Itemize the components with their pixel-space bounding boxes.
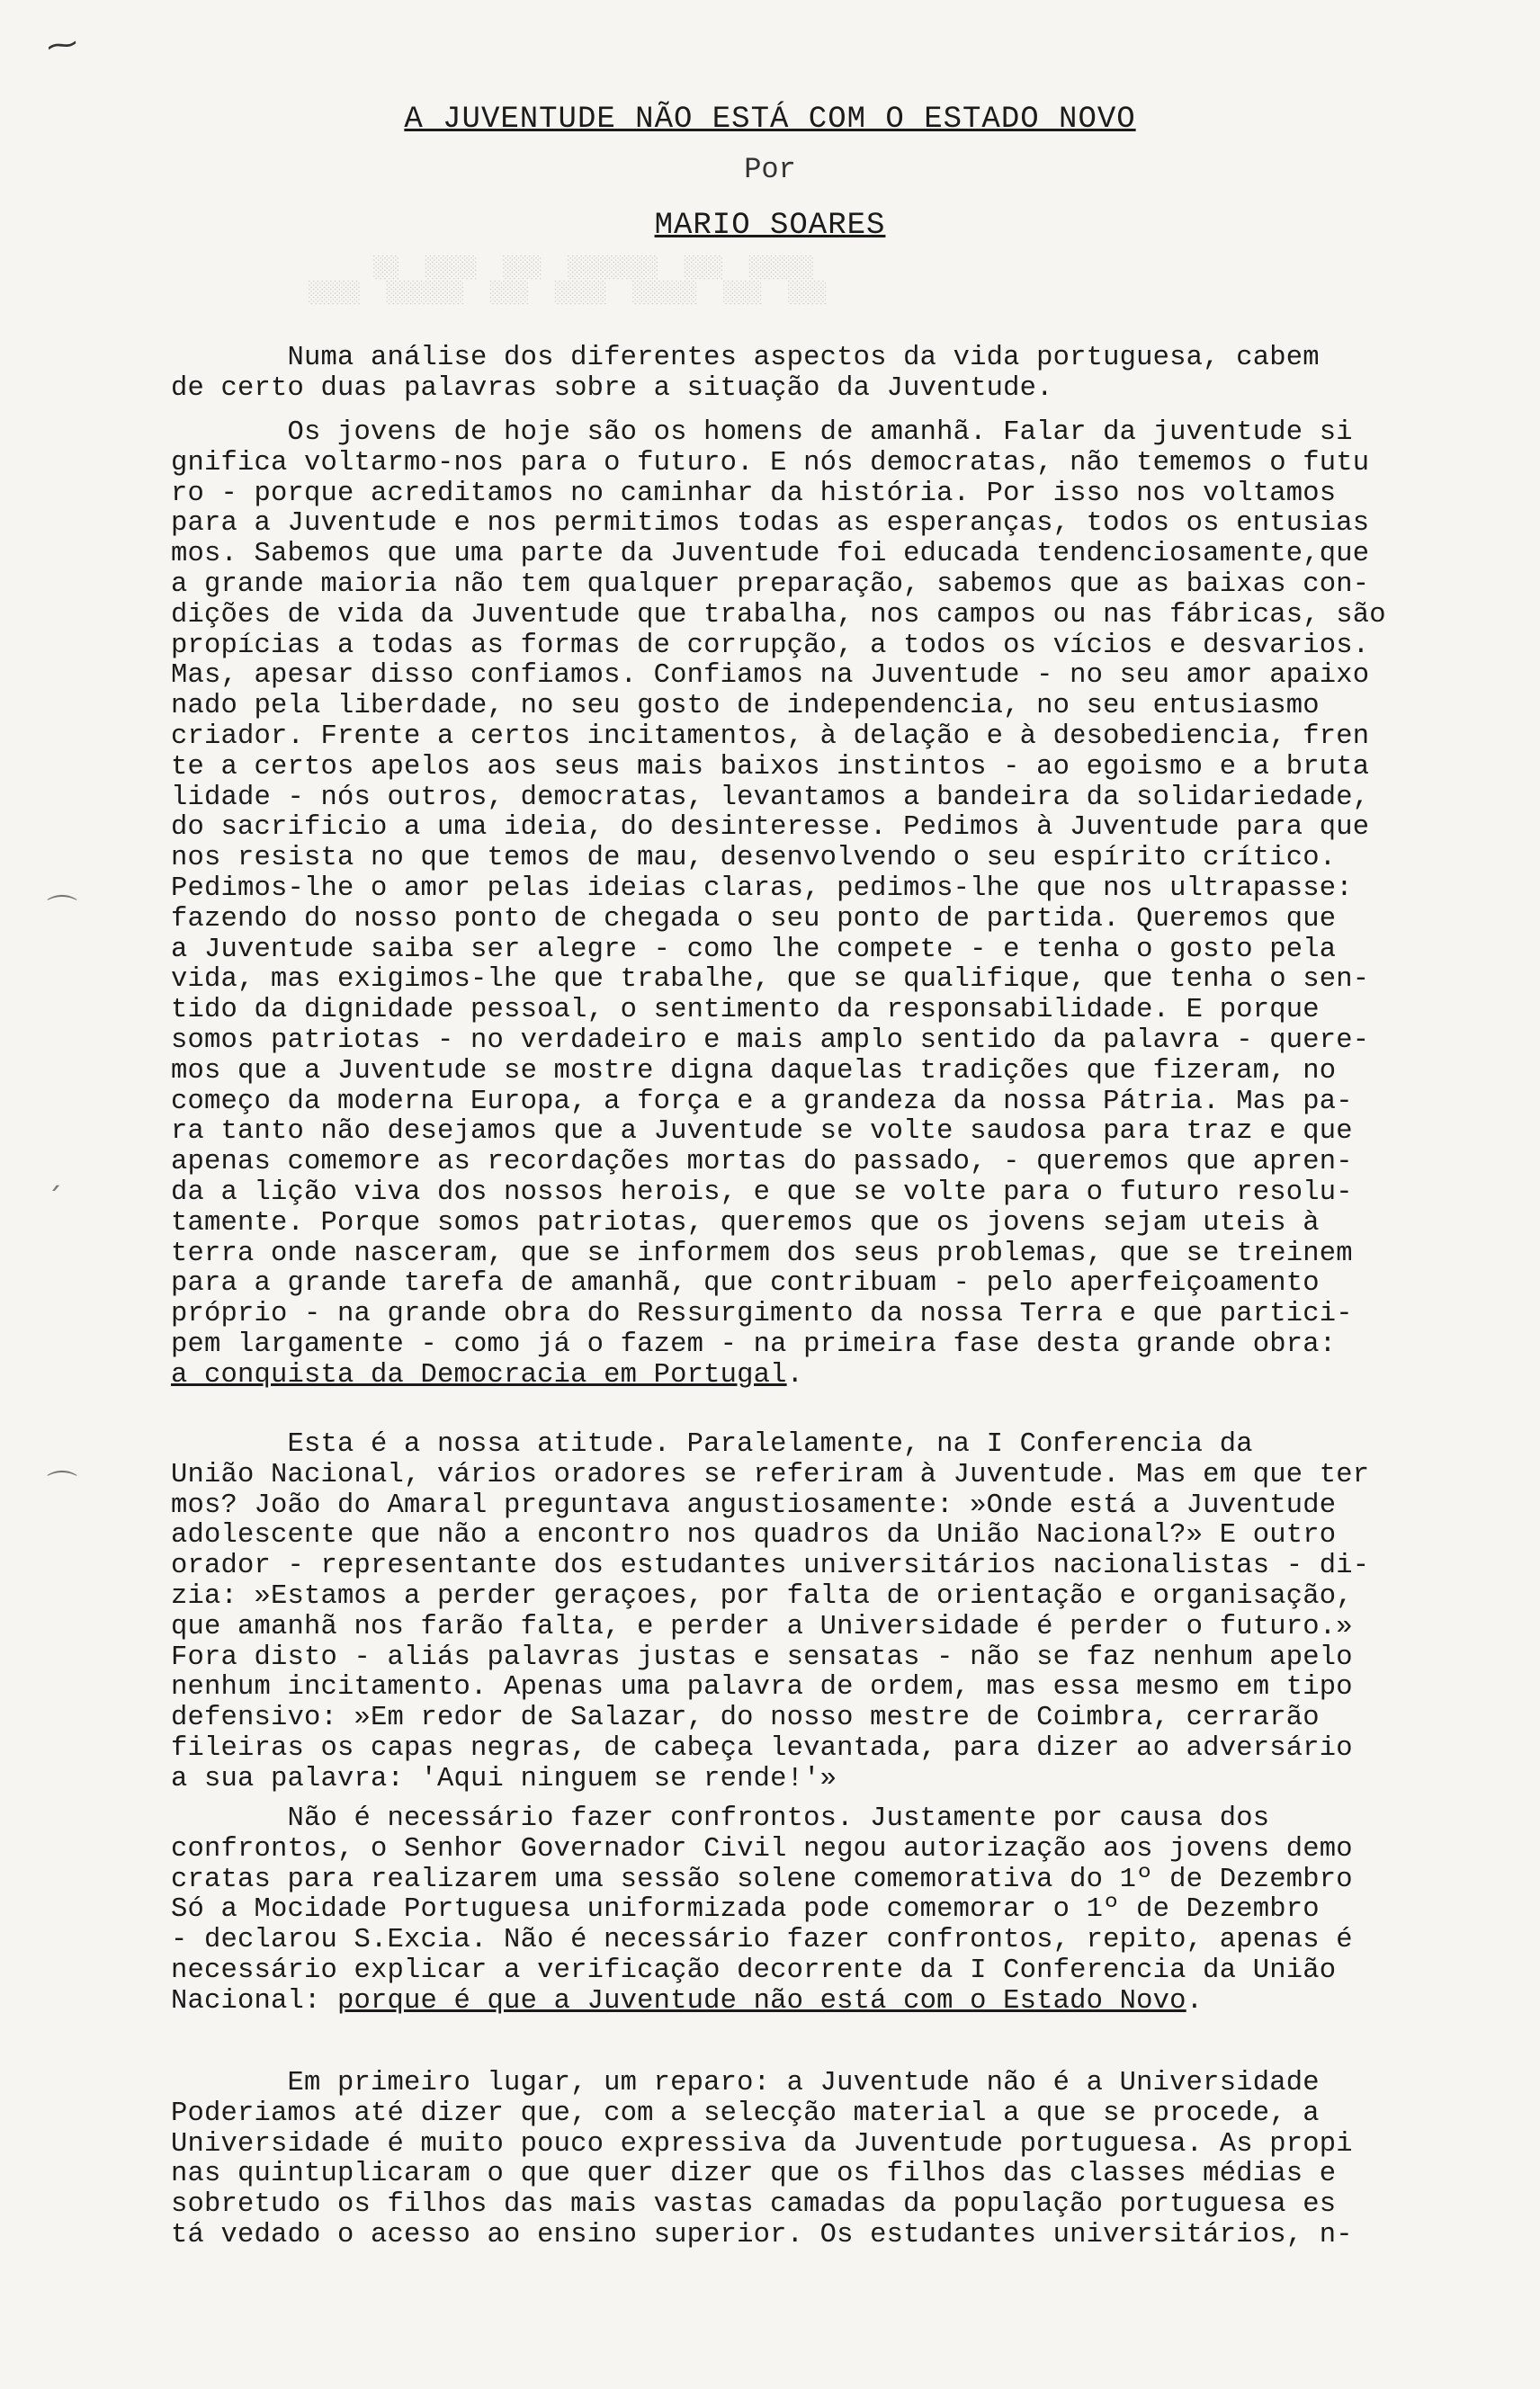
text-line: Em primeiro lugar, um reparo: a Juventude não é a Universidade: [171, 2068, 1320, 2098]
margin-mark-icon: ⌒: [47, 893, 77, 929]
paragraph: [171, 2069, 1437, 2251]
text-line-end: .: [786, 1359, 804, 1391]
text-line: propícias a todas as formas de corrupção, a todos os vícios e desvarios.: [171, 630, 1370, 661]
text-line: para a Juventude e nos permitimos todas as esperanças, todos os entusias: [171, 508, 1370, 540]
text-line: nado pela liberdade, no seu gosto de independencia, no seu entusiasmo: [171, 691, 1320, 722]
text-line: gnifica voltarmo-nos para o futuro. E nós democratas, não tememos o futu: [171, 447, 1370, 479]
text-line: Universidade é muito pouco expressiva da Juventude portuguesa. As propi: [171, 2128, 1353, 2160]
pen-mark-icon: ⁓: [44, 24, 80, 66]
text-line: começo da moderna Europa, a força e a grandeza da nossa Pátria. Mas pa-: [171, 1086, 1353, 1117]
text-line: ro - porque acreditamos no caminhar da história. Por isso nos voltamos: [171, 478, 1337, 509]
author-name: MARIO SOARES: [654, 209, 886, 243]
text-line: a grande maioria não tem qualquer preparação, sabemos que as baixas con-: [171, 568, 1370, 600]
text-line-end: .: [1186, 1985, 1204, 2017]
text-line: adolescente que não a encontro nos quadros da União Nacional?» E outro: [171, 1520, 1337, 1552]
text-line: dições de vida da Juventude que trabalha, nos campos ou nas fábricas, são: [171, 599, 1386, 631]
text-line: terra onde nasceram, que se informem dos seus problemas, que se treinem: [171, 1238, 1353, 1269]
text-line: Só a Mocidade Portuguesa uniformizada pode comemorar o 1º de Dezembro: [171, 1894, 1320, 1926]
heading-block: [0, 97, 1540, 248]
text-line: de certo duas palavras sobre a situação da Juventude.: [171, 372, 1053, 404]
text-line: lidade - nós outros, democratas, levantamos a bandeira da solidariedade,: [171, 782, 1370, 813]
text-line: defensivo: »Em redor de Salazar, do nosso mestre de Coimbra, cerrarão: [171, 1703, 1320, 1734]
text-line: tá vedado o acesso ao ensino superior. Os estudantes universitários, n-: [171, 2219, 1353, 2250]
text-line: para a grande tarefa de amanhã, que contribuam - pelo aperfeiçoamento: [171, 1268, 1320, 1300]
text-line: necessário explicar a verificação decorrente da I Conferencia da União: [171, 1955, 1337, 1986]
text-line: Os jovens de hoje são os homens de amanhã. Falar da juventude si: [171, 417, 1353, 448]
text-line: fileiras os capas negras, de cabeça levantada, para dizer ao adversário: [171, 1732, 1353, 1764]
text-line: confrontos, o Senhor Governador Civil negou autorização aos jovens demo: [171, 1833, 1353, 1865]
text-line: sobretudo os filhos das mais vastas camadas da população portuguesa es: [171, 2189, 1337, 2221]
underlined-phrase: porque é que a Juventude não está com o Estado Novo: [337, 1985, 1186, 2017]
text-line: que amanhã nos farão falta, e perder a Universidade é perder o futuro.»: [171, 1611, 1353, 1642]
paragraph: [171, 1430, 1437, 1795]
underlined-phrase: a conquista da Democracia em Portugal: [171, 1359, 787, 1391]
text-line: mos? João do Amaral preguntava angustiosamente: »Onde está a Juventude: [171, 1490, 1337, 1521]
text-line: Fora disto - aliás palavras justas e sensatas - não se faz nenhum apelo: [171, 1642, 1353, 1673]
text-line: fazendo do nosso ponto de chegada o seu ponto de partida. Queremos que: [171, 903, 1337, 935]
margin-mark-icon: ˏ: [47, 1156, 62, 1192]
paragraph: [171, 418, 1437, 1391]
text-line: União Nacional, vários oradores se referiram à Juventude. Mas em que ter: [171, 1459, 1370, 1490]
text-line: mos. Sabemos que uma parte da Juventude foi educada tendenciosamente,que: [171, 539, 1370, 570]
text-line-start: Nacional:: [171, 1985, 338, 2017]
text-line: Esta é a nossa atitude. Paralelamente, na I Conferencia da: [171, 1429, 1253, 1460]
text-line: Poderiamos até dizer que, com a selecção material a que se procede, a: [171, 2098, 1320, 2129]
document-title: A JUVENTUDE NÃO ESTÁ COM O ESTADO NOVO: [404, 103, 1136, 137]
text-line: da a lição viva dos nossos herois, e que se volte para o futuro resolu-: [171, 1177, 1353, 1208]
text-line: vida, mas exigimos-lhe que trabalhe, que se qualifique, que tenha o sen-: [171, 964, 1370, 996]
text-line: ra tanto não desejamos que a Juventude se volte saudosa para traz e que: [171, 1116, 1353, 1148]
text-line: pem largamente - como já o fazem - na primeira fase desta grande obra:: [171, 1329, 1337, 1360]
margin-mark-icon: ⌒: [47, 1469, 77, 1505]
text-line: a Juventude saiba ser alegre - como lhe compete - e tenha o gosto pela: [171, 934, 1337, 965]
text-line: te a certos apelos aos seus mais baixos instintos - ao egoismo e a bruta: [171, 751, 1370, 783]
text-line: mos que a Juventude se mostre digna daquelas tradições que fizeram, no: [171, 1055, 1337, 1087]
text-line: tamente. Porque somos patriotas, queremos que os jovens sejam uteis à: [171, 1207, 1320, 1239]
text-line: criador. Frente a certos incitamentos, à delação e à desobediencia, fren: [171, 720, 1370, 752]
paragraph: [171, 1804, 1437, 2018]
text-line: zia: »Estamos a perder geraçoes, por falta de orientação e organisação,: [171, 1580, 1353, 1612]
text-line: apenas comemore as recordações mortas do passado, - queremos que apren-: [171, 1147, 1353, 1178]
text-line: orador - representante dos estudantes universitários nacionalistas - di-: [171, 1551, 1370, 1582]
text-line: tido da dignidade pessoal, o sentimento da responsabilidade. E porque: [171, 995, 1320, 1026]
text-line: Não é necessário fazer confrontos. Justamente por causa dos: [171, 1803, 1270, 1834]
text-line: nas quintuplicaram o que quer dizer que os filhos das classes médias e: [171, 2159, 1337, 2190]
text-line: próprio - na grande obra do Ressurgimento da nossa Terra e que partici-: [171, 1299, 1353, 1330]
text-line: somos patriotas - no verdadeiro e mais amplo sentido da palavra - quere-: [171, 1024, 1370, 1056]
paragraph: [171, 344, 1437, 405]
text-line: Numa análise dos diferentes aspectos da vida portuguesa, cabem: [171, 343, 1320, 373]
bleed-through-text: ░░ ░░░░ ░░░ ░░░░░░░ ░░░ ░░░░░ ░░░░ ░░░░░░ ░░░ ░░░░ ░░░░░ ░░░ ░░░: [309, 256, 828, 306]
byline-label: Por: [744, 153, 796, 186]
text-line: Pedimos-lhe o amor pelas ideias claras, pedimos-lhe que nos ultrapasse:: [171, 872, 1353, 904]
text-line: do sacrificio a uma ideia, do desinteresse. Pedimos à Juventude para que: [171, 812, 1370, 844]
text-line: nos resista no que temos de mau, desenvolvendo o seu espírito crítico.: [171, 843, 1337, 874]
text-line: cratas para realizarem uma sessão solene comemorativa do 1º de Dezembro: [171, 1864, 1353, 1895]
text-line: a sua palavra: 'Aqui ninguem se rende!'»: [171, 1763, 837, 1794]
text-line: Mas, apesar disso confiamos. Confiamos na Juventude - no seu amor apaixo: [171, 660, 1370, 692]
text-line: - declarou S.Excia. Não é necessário fazer confrontos, repito, apenas é: [171, 1925, 1353, 1956]
text-line: nenhum incitamento. Apenas uma palavra de ordem, mas essa mesmo em tipo: [171, 1672, 1353, 1704]
